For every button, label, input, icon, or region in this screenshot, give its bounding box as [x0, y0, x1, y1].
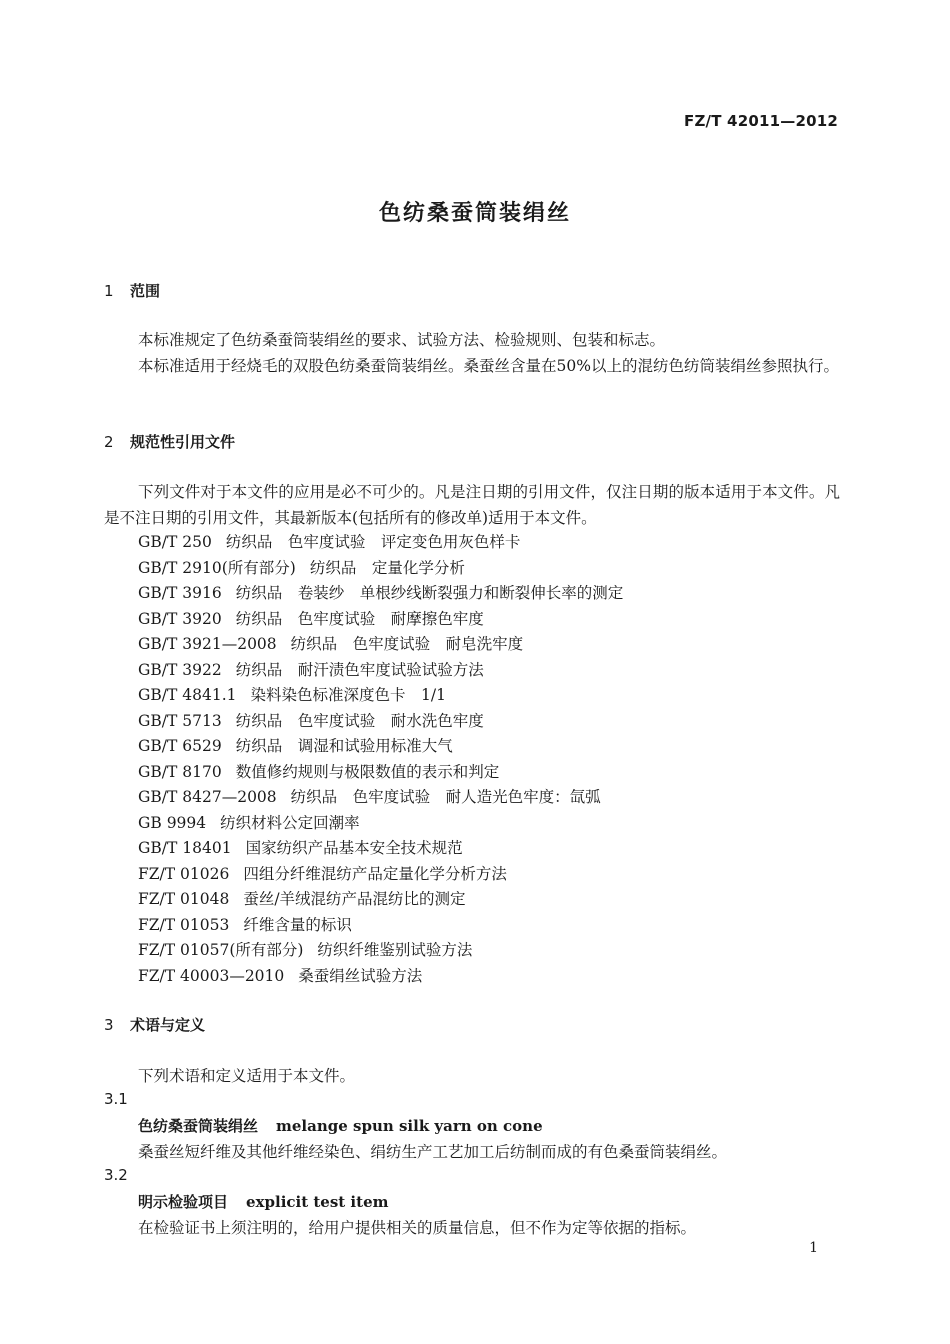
section-2-title: 规范性引用文件 [130, 433, 236, 451]
reference-name: 国家纺织产品基本安全技术规范 [245, 839, 463, 857]
reference-code: GB/T 18401 [138, 839, 232, 857]
reference-item [138, 964, 623, 990]
reference-item [138, 938, 623, 964]
reference-name: 纺织品 卷装纱 单根纱线断裂强力和断裂伸长率的测定 [235, 584, 624, 602]
reference-name: 纺织纤维鉴别试验方法 [317, 941, 473, 959]
reference-item [138, 709, 623, 735]
reference-code: GB/T 2910(所有部分) [138, 558, 296, 577]
section-2-number: 2 [104, 433, 114, 451]
term-2-chinese: 明示检验项目 [138, 1193, 229, 1211]
section-2-heading [104, 431, 235, 452]
reference-item [138, 760, 623, 786]
section-2-intro: 下列文件对于本文件的应用是必不可少的。凡是注日期的引用文件，仅注日期的版本适用于本文件。凡是不注日期的引用文件，其最新版本(包括所有的修改单)适用于本文件。 [104, 483, 840, 527]
reference-item [138, 556, 623, 582]
reference-code: FZ/T 40003—2010 [138, 966, 285, 985]
page-number: 1 [809, 1240, 818, 1256]
reference-code: GB/T 3916 [138, 584, 222, 602]
reference-name: 纺织品 色牢度试验 耐水洗色牢度 [235, 711, 484, 730]
section-1-number: 1 [104, 282, 114, 300]
reference-item [138, 836, 623, 862]
reference-item [138, 887, 623, 913]
term-1-definition: 桑蚕丝短纤维及其他纤维经染色、绢纺生产工艺加工后纺制而成的有色桑蚕筒装绢丝。 [138, 1143, 728, 1161]
reference-name: 纤维含量的标识 [243, 915, 352, 934]
reference-name: 纺织品 色牢度试验 耐皂洗牢度 [290, 635, 524, 653]
reference-name: 染料染色标准深度色卡 1/1 [250, 686, 446, 704]
reference-item [138, 785, 623, 811]
reference-code: FZ/T 01048 [138, 890, 230, 908]
reference-name: 纺织品 色牢度试验 耐摩擦色牢度 [235, 609, 484, 628]
section-1-paragraph-2: 本标准适用于经烧毛的双股色纺桑蚕筒装绢丝。桑蚕丝含量在50%以上的混纺色纺筒装绢丝参照执行。 [138, 357, 839, 375]
reference-code: FZ/T 01026 [138, 864, 230, 883]
term-1-chinese: 色纺桑蚕筒装绢丝 [138, 1117, 259, 1135]
reference-code: GB/T 8170 [138, 762, 222, 781]
reference-code: GB/T 250 [138, 533, 212, 551]
section-3-title: 术语与定义 [130, 1016, 206, 1034]
reference-item [138, 658, 623, 684]
reference-code: GB/T 3920 [138, 609, 222, 628]
reference-code: GB/T 3922 [138, 660, 222, 679]
reference-code: GB/T 4841.1 [138, 686, 237, 704]
term-2-definition: 在检验证书上须注明的，给用户提供相关的质量信息，但不作为定等依据的指标。 [138, 1219, 697, 1237]
reference-code: GB/T 6529 [138, 737, 222, 755]
reference-code: GB/T 8427—2008 [138, 788, 277, 806]
reference-name: 纺织品 色牢度试验 评定变色用灰色样卡 [225, 533, 521, 551]
term-1-english: melange spun silk yarn on cone [276, 1117, 543, 1135]
reference-item [138, 862, 623, 888]
reference-code: GB/T 3921—2008 [138, 635, 277, 653]
reference-name: 四组分纤维混纺产品定量化学分析方法 [243, 864, 507, 883]
reference-code: FZ/T 01057(所有部分) [138, 941, 304, 959]
term-2-number: 3.2 [104, 1166, 128, 1184]
reference-item [138, 734, 623, 760]
document-title: 色纺桑蚕筒装绢丝 [378, 201, 571, 226]
section-1-heading [104, 280, 160, 301]
reference-name: 桑蚕绢丝试验方法 [298, 966, 423, 985]
reference-item [138, 811, 623, 837]
reference-name: 数值修约规则与极限数值的表示和判定 [235, 762, 500, 781]
reference-code: FZ/T 01053 [138, 915, 230, 934]
reference-item [138, 913, 623, 939]
reference-name: 纺织品 耐汗渍色牢度试验试验方法 [235, 660, 484, 679]
reference-name: 纺织品 色牢度试验 耐人造光色牢度：氙弧 [290, 788, 601, 806]
reference-item [138, 632, 623, 658]
reference-item [138, 683, 623, 709]
section-1-title: 范围 [130, 282, 161, 300]
reference-code: GB 9994 [138, 813, 207, 832]
term-1-heading [138, 1115, 543, 1136]
reference-name: 纺织材料公定回潮率 [220, 813, 360, 832]
term-2-heading [138, 1191, 388, 1212]
reference-item [138, 530, 623, 556]
reference-code: GB/T 5713 [138, 711, 222, 730]
section-3-intro: 下列术语和定义适用于本文件。 [138, 1067, 356, 1085]
term-2-english: explicit test item [246, 1193, 389, 1211]
reference-item [138, 581, 623, 607]
section-3-number: 3 [104, 1016, 114, 1034]
reference-list [138, 530, 623, 989]
reference-name: 蚕丝/羊绒混纺产品混纺比的测定 [243, 890, 466, 908]
term-1-number: 3.1 [104, 1090, 128, 1108]
reference-item [138, 607, 623, 633]
standard-code: FZ/T 42011—2012 [684, 112, 838, 130]
section-1-paragraph-1: 本标准规定了色纺桑蚕筒装绢丝的要求、试验方法、检验规则、包装和标志。 [138, 331, 666, 349]
section-3-heading [104, 1014, 205, 1035]
reference-name: 纺织品 定量化学分析 [309, 558, 465, 577]
reference-name: 纺织品 调湿和试验用标准大气 [235, 737, 453, 755]
